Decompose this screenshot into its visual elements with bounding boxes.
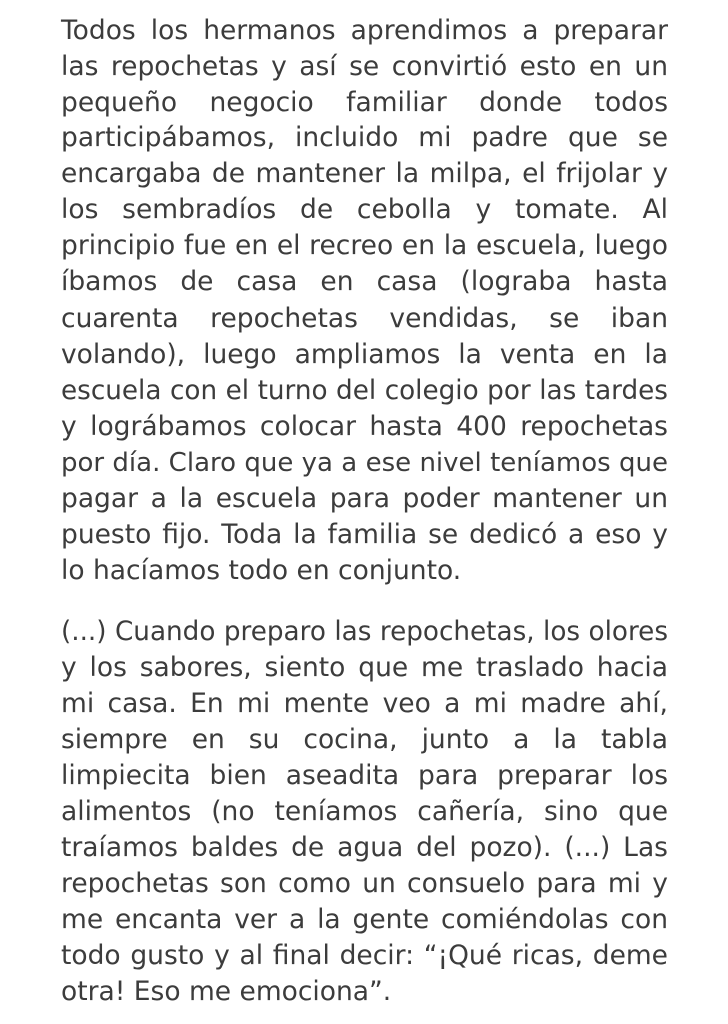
text-line: limpiecita bien aseadita para preparar los [61,760,668,791]
text-line: otra! Eso me emociona”. [61,976,392,1007]
text-line: mi casa. En mi mente veo a mi madre ahí, [61,688,668,719]
text-line: alimentos (no teníamos cañería, sino que [61,796,668,827]
text-line: me encanta ver a la gente comiéndolas con [61,904,668,935]
text-line: siempre en su cocina, junto a la tabla [61,724,668,755]
text-line: volando), luego ampliamos la venta en la [61,339,668,370]
text-line: pagar a la escuela para poder mantener un [61,483,668,514]
text-line: (...) Cuando preparo las repochetas, los olores [61,617,668,647]
text-line: y los sabores, siento que me traslado hacia [61,652,668,683]
text-line: principio fue en el recreo en la escuela, luego [61,230,668,261]
text-line: cuarenta repochetas vendidas, se iban [61,303,668,334]
text-line: repochetas son como un consuelo para mi y [61,868,668,899]
text-line: lo hacíamos todo en conjunto. [61,555,462,586]
text-line: escuela con el turno del colegio por las tardes [61,376,668,406]
text-line: íbamos de casa en casa (lograba hasta [61,266,668,297]
text-line: Todos los hermanos aprendimos a preparar [61,15,668,46]
text-line: pequeño negocio familiar donde todos [61,87,668,118]
text-line: los sembradíos de cebolla y tomate. Al [61,194,668,225]
text-line: las repochetas y así se convirtió esto en un [61,51,668,82]
text-line: encargaba de mantener la milpa, el frijolar y [61,158,668,189]
text-line: puesto fijo. Toda la familia se dedicó a eso y [61,519,668,550]
text-line: participábamos, incluido mi padre que se [61,122,668,153]
text-line: y lográbamos colocar hasta 400 repochetas [61,411,668,442]
text-line: traíamos baldes de agua del pozo). (...) Las [61,832,668,863]
text-line: todo gusto y al final decir: “¡Qué ricas, deme [61,940,668,971]
text-line: por día. Claro que ya a ese nivel teníamos que [61,448,668,478]
